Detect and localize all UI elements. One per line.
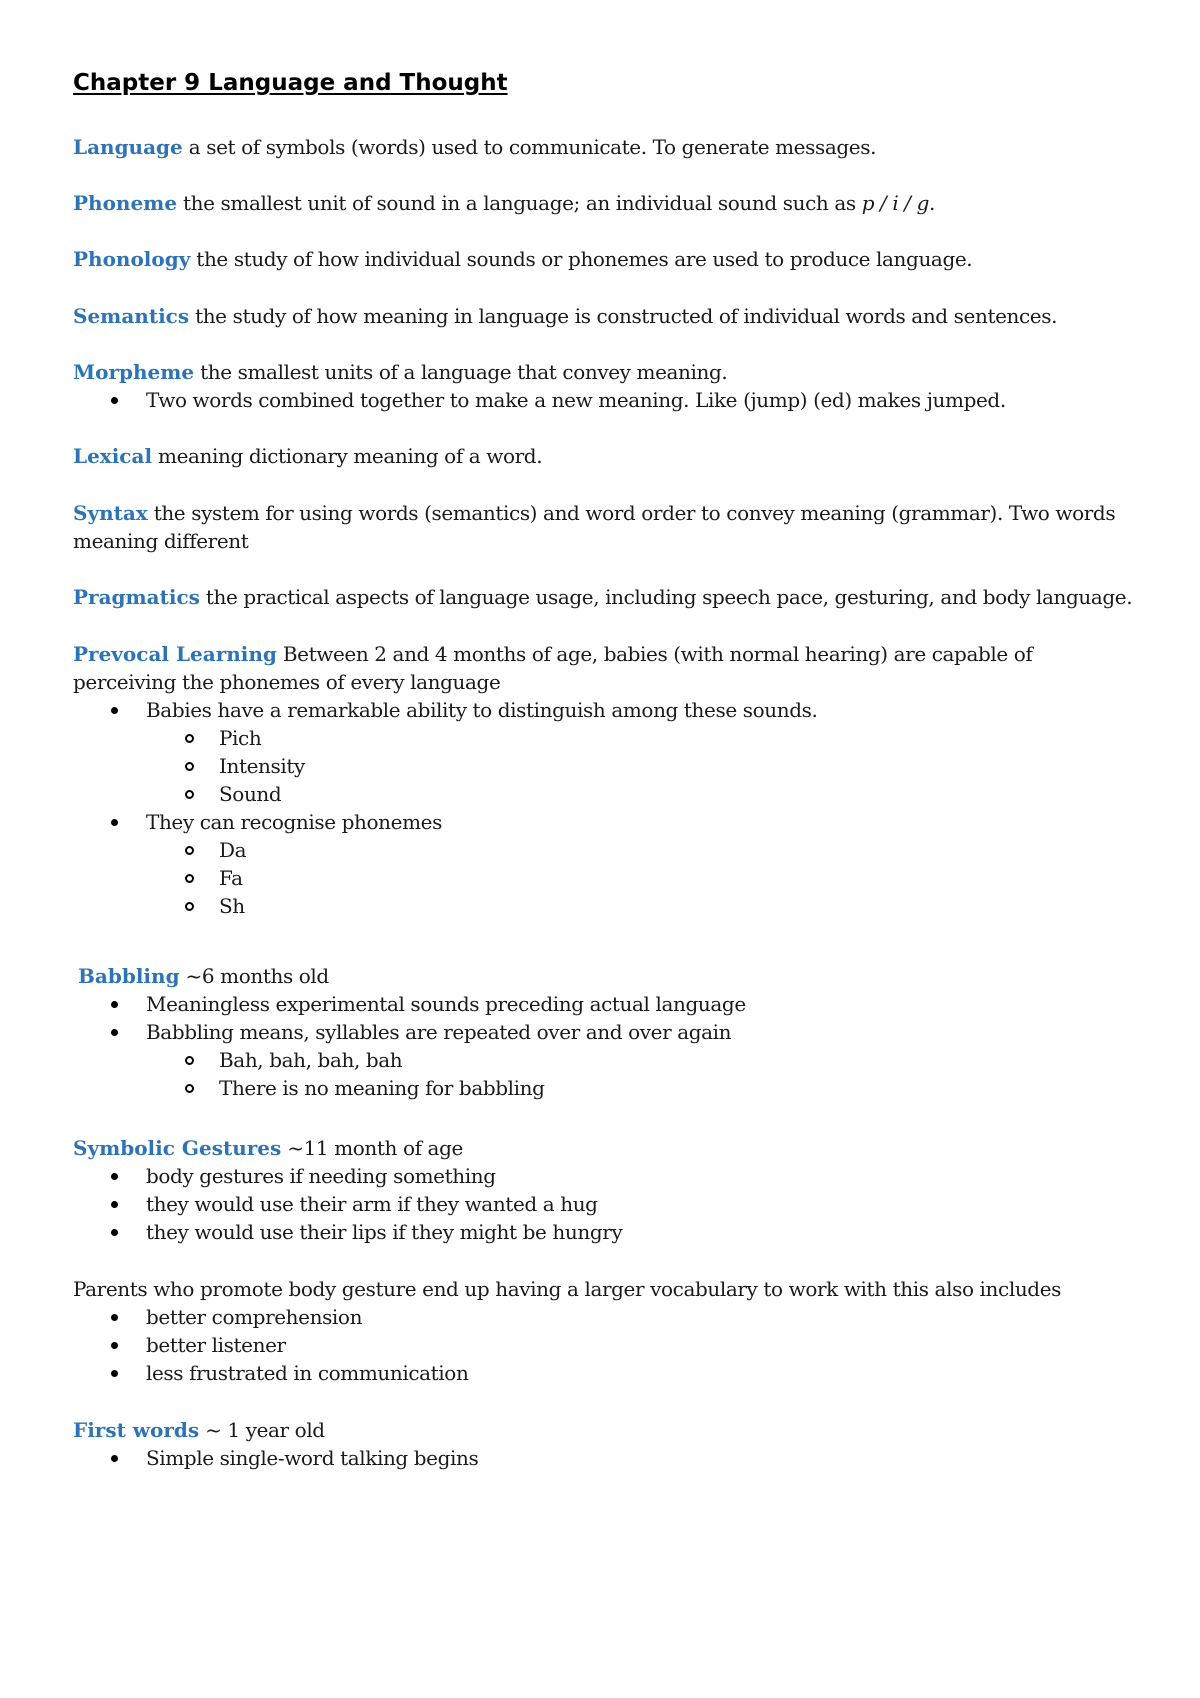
bullet-circle-icon xyxy=(185,790,194,799)
entry-phoneme xyxy=(73,189,1133,217)
definition-semantics: the study of how meaning in language is constructed of individual words and sentences. xyxy=(189,304,1058,328)
entry-symbolic-gestures xyxy=(73,1134,1133,1246)
entry-prevocal-learning xyxy=(73,640,1133,920)
babbling-bullets xyxy=(73,990,1138,1102)
entry-phonology xyxy=(73,245,1133,273)
definition-babbling: ~6 months old xyxy=(179,964,329,988)
symbolic-bullets xyxy=(73,1162,1133,1246)
phoneme-example: p / i / g xyxy=(861,191,929,215)
bullet-dot-icon xyxy=(111,1342,118,1349)
list-item: Intensity xyxy=(73,752,1133,780)
bullet-circle-icon xyxy=(185,1056,194,1065)
list-item: Sound xyxy=(73,780,1133,808)
entry-semantics xyxy=(73,302,1133,330)
list-item: better comprehension xyxy=(73,1303,1133,1331)
prevocal-bullets xyxy=(73,696,1133,920)
term-phonology: Phonology xyxy=(73,247,191,271)
entry-morpheme xyxy=(73,358,1133,414)
list-item: better listener xyxy=(73,1331,1133,1359)
bullet-circle-icon xyxy=(185,762,194,771)
list-item: Da xyxy=(73,836,1133,864)
page-title: Chapter 9 Language and Thought xyxy=(73,70,508,96)
entry-language xyxy=(73,133,1133,161)
bullet-dot-icon xyxy=(111,1201,118,1208)
term-semantics: Semantics xyxy=(73,304,190,328)
list-item: less frustrated in communication xyxy=(73,1359,1133,1387)
morpheme-bullets xyxy=(73,386,1133,414)
bullet-dot-icon xyxy=(111,1029,118,1036)
definition-morpheme: the smallest units of a language that convey meaning. xyxy=(194,360,728,384)
bullet-dot-icon xyxy=(111,1001,118,1008)
bullet-circle-icon xyxy=(185,734,194,743)
list-item: Two words combined together to make a new meaning. Like (jump) (ed) makes jumped. xyxy=(73,386,1133,414)
term-lexical: Lexical xyxy=(73,444,153,468)
list-item: Bah, bah, bah, bah xyxy=(73,1046,1138,1074)
definition-syntax: the system for using words (semantics) and word order to convey meaning (grammar). Two words meaning different xyxy=(73,501,1116,553)
list-item: They can recognise phonemes xyxy=(73,808,1133,836)
definition-language: a set of symbols (words) used to communicate. To generate messages. xyxy=(182,135,877,159)
term-language: Language xyxy=(73,135,183,159)
entry-babbling xyxy=(78,962,1138,1102)
definition-lexical: meaning dictionary meaning of a word. xyxy=(152,444,543,468)
list-item: Simple single-word talking begins xyxy=(73,1444,1133,1472)
bullet-dot-icon xyxy=(111,1173,118,1180)
bullet-dot-icon xyxy=(111,819,118,826)
bullet-circle-icon xyxy=(185,1084,194,1093)
list-item: body gestures if needing something xyxy=(73,1162,1133,1190)
bullet-dot-icon xyxy=(111,1370,118,1377)
bullet-dot-icon xyxy=(111,707,118,714)
first-words-bullets xyxy=(73,1444,1133,1472)
entry-first-words xyxy=(73,1416,1133,1472)
entry-pragmatics xyxy=(73,583,1133,611)
bullet-circle-icon xyxy=(185,874,194,883)
definition-symbolic-gestures: ~11 month of age xyxy=(281,1136,463,1160)
list-item: Fa xyxy=(73,864,1133,892)
definition-pragmatics: the practical aspects of language usage, including speech pace, gesturing, and body language. xyxy=(199,585,1133,609)
list-item: Meaningless experimental sounds preceding actual language xyxy=(73,990,1138,1018)
parents-paragraph: Parents who promote body gesture end up having a larger vocabulary to work with this also includes xyxy=(73,1277,1061,1301)
definition-first-words: ~ 1 year old xyxy=(199,1418,325,1442)
bullet-dot-icon xyxy=(111,1314,118,1321)
bullet-dot-icon xyxy=(111,1455,118,1462)
list-item: they would use their arm if they wanted a hug xyxy=(73,1190,1133,1218)
bullet-dot-icon xyxy=(111,1229,118,1236)
entry-syntax xyxy=(73,499,1133,555)
term-pragmatics: Pragmatics xyxy=(73,585,200,609)
term-prevocal-learning: Prevocal Learning xyxy=(73,642,277,666)
list-item: they would use their lips if they might be hungry xyxy=(73,1218,1133,1246)
list-item: Pich xyxy=(73,724,1133,752)
list-item: Babbling means, syllables are repeated over and over again xyxy=(73,1018,1138,1046)
term-first-words: First words xyxy=(73,1418,200,1442)
list-item: Babies have a remarkable ability to distinguish among these sounds. xyxy=(73,696,1133,724)
entry-parents xyxy=(73,1275,1133,1387)
list-item: Sh xyxy=(73,892,1133,920)
bullet-circle-icon xyxy=(185,902,194,911)
parents-bullets xyxy=(73,1303,1133,1387)
bullet-dot-icon xyxy=(111,397,118,404)
term-phoneme: Phoneme xyxy=(73,191,178,215)
definition-prevocal-learning: Between 2 and 4 months of age, babies (with normal hearing) are capable of perceiving the phonemes of every language xyxy=(73,642,1033,694)
term-syntax: Syntax xyxy=(73,501,148,525)
term-babbling: Babbling xyxy=(78,964,180,988)
phoneme-example-tail: . xyxy=(929,191,935,215)
definition-phonology: the study of how individual sounds or phonemes are used to produce language. xyxy=(190,247,973,271)
term-symbolic-gestures: Symbolic Gestures xyxy=(73,1136,282,1160)
term-morpheme: Morpheme xyxy=(73,360,195,384)
list-item: There is no meaning for babbling xyxy=(73,1074,1138,1102)
bullet-circle-icon xyxy=(185,846,194,855)
definition-phoneme: the smallest unit of sound in a language; an individual sound such as xyxy=(177,191,862,215)
entry-lexical xyxy=(73,442,1133,470)
